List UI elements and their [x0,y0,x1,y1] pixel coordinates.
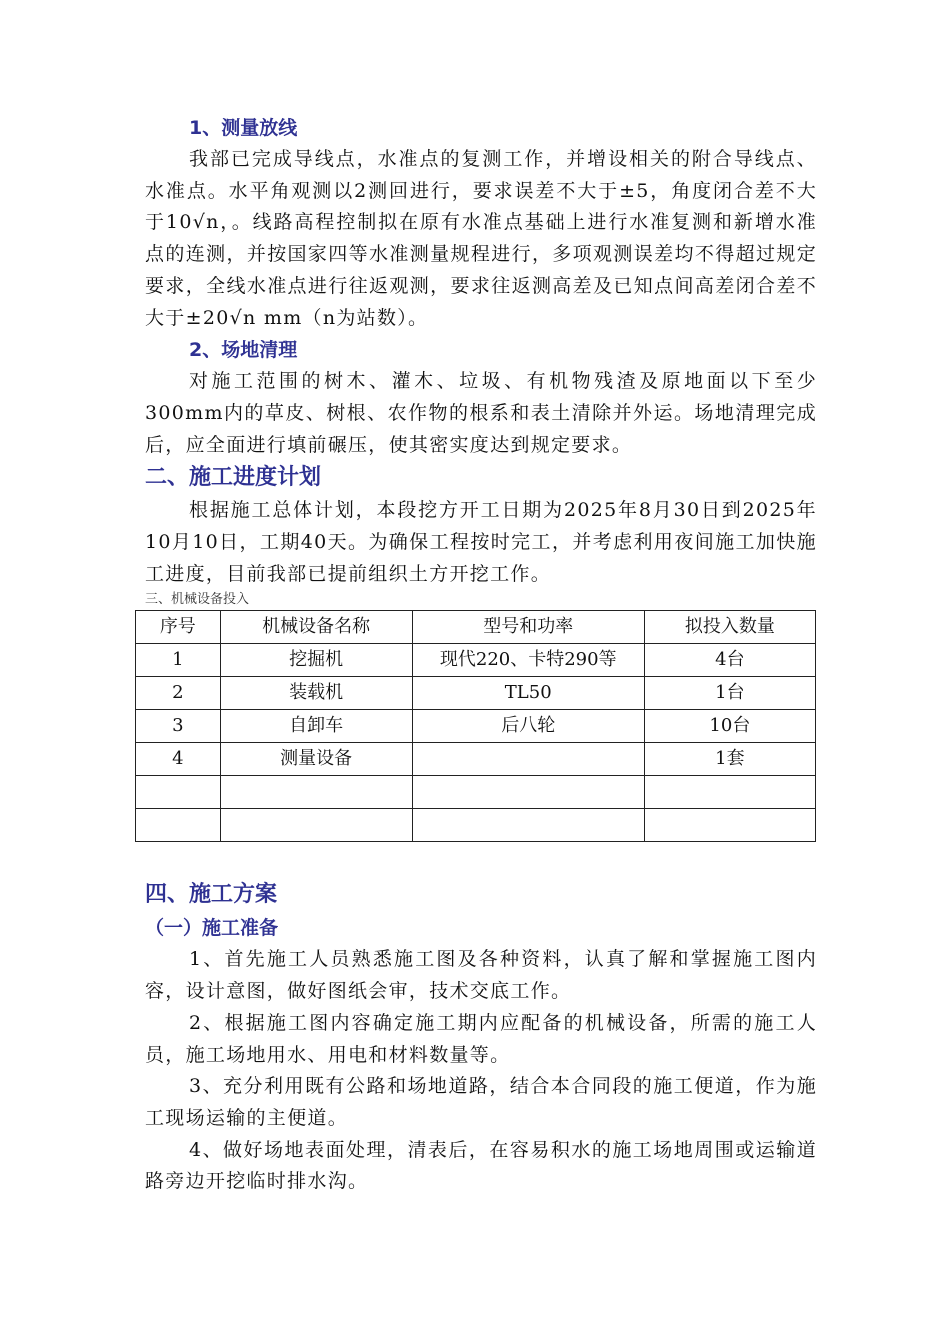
table-cell [136,809,221,842]
paragraph-schedule: 根据施工总体计划，本段挖方开工日期为2025年8月30日到2025年10月10日，工期40天。为确保工程按时完工，并考虑利用夜间施工加快施工进度，目前我部已提前组织土方开挖工作。 [145,499,817,585]
heading-schedule: 二、施工进度计划 [145,465,322,491]
table-cell: 4台 [644,644,815,677]
heading-construction-plan: 四、施工方案 [145,882,278,908]
table-cell: 现代220、卡特290等 [412,644,644,677]
paragraph-survey: 我部已完成导线点，水准点的复测工作，并增设相关的附合导线点、水准点。水平角观测以2测回进行，要求误差不大于±5，角度闭合差不大于10√n，。线路高程控制拟在原有水准点基础上进行水准复测和新增水准点的连测，并按国家四等水准测量规程进行，多项观测误差均不得超过规定要求，全线水准点进行往返观测，要求往返测高差及已知点间高差闭合差不大于±20√n mm（n为站数）。 [145,148,817,329]
table-row [136,644,816,677]
table-cell [412,809,644,842]
header-cell: 序号 [136,611,221,644]
table-cell: 自卸车 [220,710,412,743]
equipment-table [135,610,816,842]
table-cell: 1套 [644,743,815,776]
table-cell [412,743,644,776]
table-cell: 后八轮 [412,710,644,743]
table-cell [644,809,815,842]
paragraph-site-clearing: 对施工范围的树木、灌木、垃圾、有机物残渣及原地面以下至少300mm内的草皮、树根、农作物的根系和表土清除并外运。场地清理完成后，应全面进行填前碾压，使其密实度达到规定要求。 [145,370,817,456]
section-spacer [145,842,817,878]
table-header-row [136,611,816,644]
table-cell: 测量设备 [220,743,412,776]
heading-preparation: （一）施工准备 [145,917,279,940]
header-cell: 型号和功率 [412,611,644,644]
table-cell [644,776,815,809]
paragraph-prep-item: 1、首先施工人员熟悉施工图及各种资料，认真了解和掌握施工图内容，设计意图，做好图纸会审，技术交底工作。 [145,948,817,1003]
table-cell: 装载机 [220,677,412,710]
table-cell: TL50 [412,677,644,710]
paragraph-prep-item: 3、充分利用既有公路和场地道路，结合本合同段的施工便道，作为施工现场运输的主便道。 [145,1075,817,1129]
table-cell [412,776,644,809]
heading-survey: 1、测量放线 [189,117,298,139]
table-row [136,710,816,743]
heading-site-clearing: 2、场地清理 [189,339,298,362]
table-cell [136,776,221,809]
table-cell: 1台 [644,677,815,710]
table-cell: 10台 [644,710,815,743]
paragraph-prep-item: 2、根据施工图内容确定施工期内应配备的机械设备，所需的施工人员，施工场地用水、用电和材料数量等。 [145,1011,817,1066]
table-cell: 3 [136,710,221,743]
table-cell [220,809,412,842]
table-row [136,809,816,842]
table-caption: 三、机械设备投入 [145,592,250,608]
table-row [136,743,816,776]
table-cell: 1 [136,644,221,677]
table-cell: 2 [136,677,221,710]
header-cell: 拟投入数量 [644,611,815,644]
table-row [136,677,816,710]
table-cell [220,776,412,809]
header-cell: 机械设备名称 [220,611,412,644]
table-row [136,776,816,809]
table-cell: 挖掘机 [220,644,412,677]
table-cell: 4 [136,743,221,776]
document-page [145,112,817,1198]
paragraph-prep-item: 4、做好场地表面处理，清表后，在容易积水的施工场地周围或运输道路旁边开挖临时排水沟。 [145,1138,817,1193]
